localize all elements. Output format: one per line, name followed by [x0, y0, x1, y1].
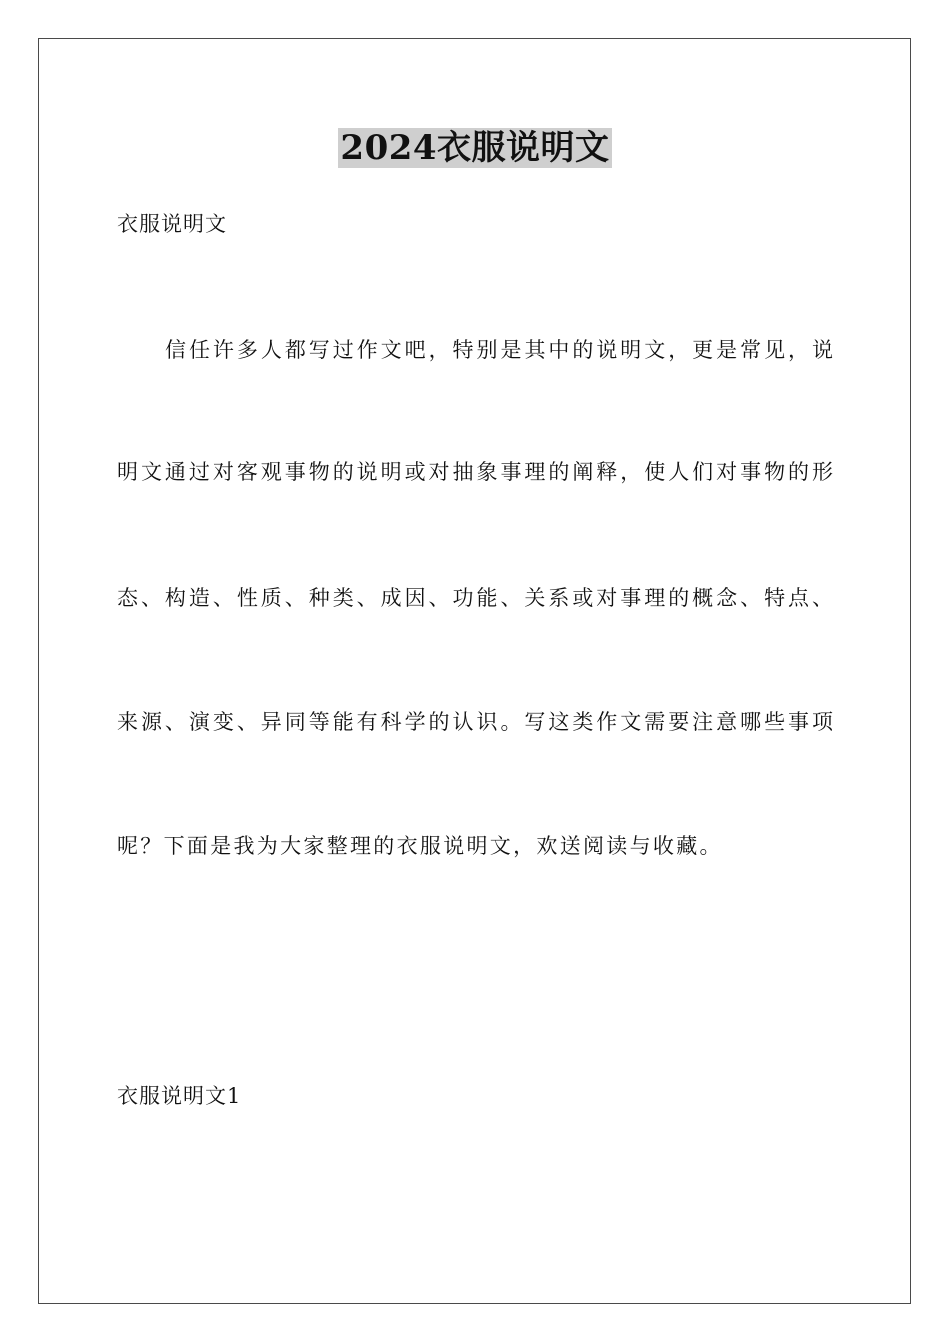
intro-paragraph-line[interactable]: 态、构造、性质、种类、成因、功能、关系或对事理的概念、特点、 [117, 586, 833, 610]
section-heading[interactable]: 衣服说明文1 [117, 1084, 242, 1108]
document-heading[interactable]: 衣服说明文 [117, 212, 227, 236]
intro-paragraph-line[interactable]: 信任许多人都写过作文吧，特别是其中的说明文，更是常见，说 [165, 338, 833, 362]
intro-paragraph-line[interactable]: 呢？下面是我为大家整理的衣服说明文，欢送阅读与收藏。 [117, 834, 723, 858]
intro-paragraph-line[interactable]: 明文通过对客观事物的说明或对抽象事理的阐释，使人们对事物的形 [117, 460, 833, 484]
document-title[interactable]: 2024衣服说明文 [340, 128, 610, 168]
intro-paragraph-line[interactable]: 来源、演变、异同等能有科学的认识。写这类作文需要注意哪些事项 [117, 710, 833, 734]
title-container [0, 128, 950, 168]
